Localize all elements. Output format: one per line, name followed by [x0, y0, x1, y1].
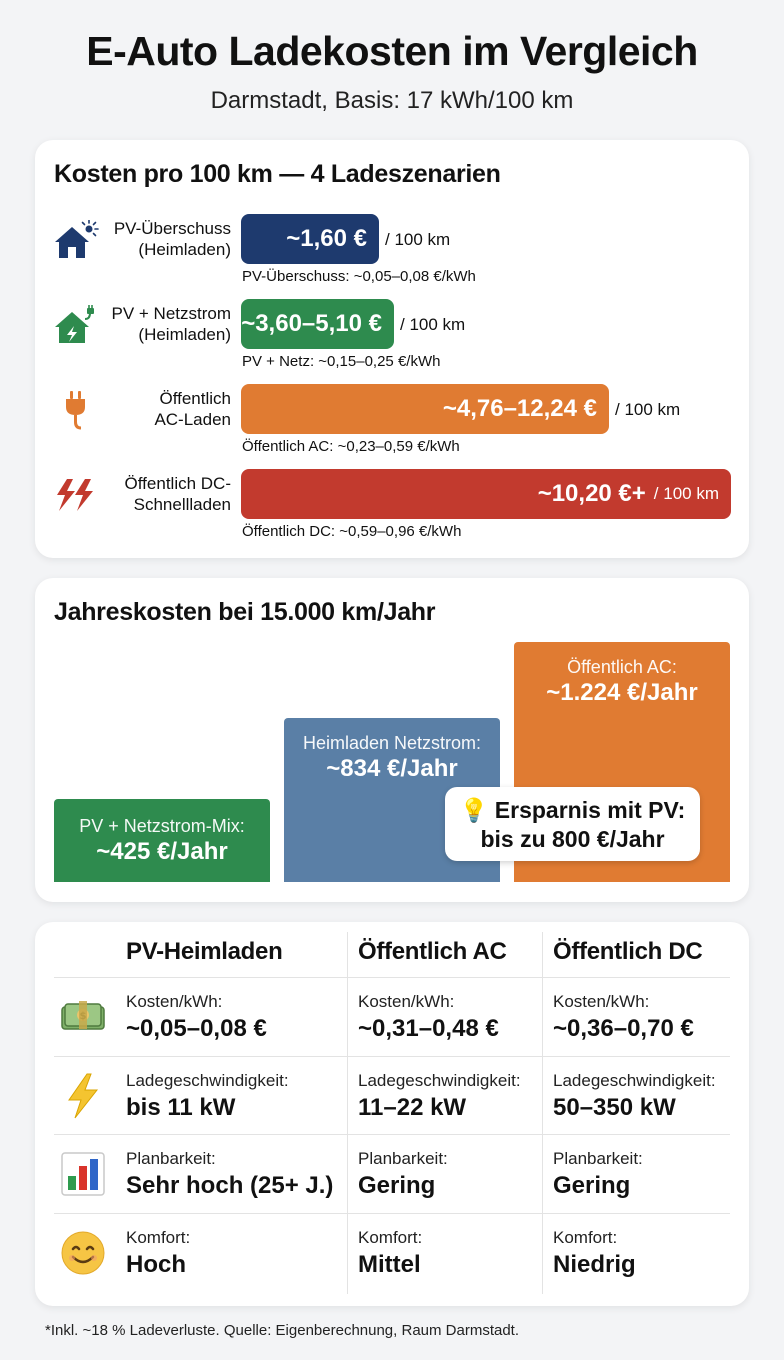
table-column-divider — [347, 932, 348, 1294]
table-column-divider — [542, 932, 543, 1294]
table-cell-value: ~0,05–0,08 € — [126, 1015, 267, 1042]
scenario-label-line2: Schnellladen — [133, 495, 231, 514]
double-lightning-icon — [53, 475, 99, 515]
scenario-row — [35, 384, 749, 468]
table-cell-label: Komfort: — [126, 1228, 191, 1247]
table-cell-label: Kosten/kWh: — [358, 992, 455, 1011]
scenario-bar — [241, 384, 609, 434]
table-cell-value: 11–22 kW — [358, 1094, 467, 1121]
scenario-label — [111, 303, 231, 345]
annual-bar-category: Öffentlich AC: — [567, 657, 677, 677]
house-plug-icon — [53, 305, 99, 345]
scenario-unit: / 100 km — [615, 400, 681, 419]
scenario-label-line2: AC-Laden — [154, 410, 231, 429]
money-icon — [59, 993, 107, 1041]
page-subtitle: Darmstadt, Basis: 17 kWh/100 km — [210, 87, 574, 114]
scenario-unit: / 100 km — [653, 484, 719, 503]
scenario-value: ~1,60 € — [286, 225, 367, 252]
table-cell — [358, 991, 499, 1045]
annual-bar — [54, 799, 270, 882]
scenario-label-line1: Öffentlich — [159, 389, 231, 408]
table-row-divider — [54, 977, 730, 978]
table-cell-label: Planbarkeit: — [358, 1149, 448, 1168]
house-plug-icon — [53, 305, 99, 345]
savings-callout-line1: 💡 Ersparnis mit PV: — [459, 797, 686, 823]
scenario-row — [35, 469, 749, 553]
scenario-bar — [241, 469, 731, 519]
table-cell-label: Planbarkeit: — [126, 1149, 216, 1168]
scenario-value: ~10,20 €+ — [537, 480, 646, 507]
scenario-value: ~3,60–5,10 € — [241, 310, 382, 337]
scenario-bar — [241, 214, 379, 264]
scenario-label-line1: PV + Netzstrom — [111, 304, 231, 323]
table-cell-label: Komfort: — [358, 1228, 423, 1247]
table-column-header: Öffentlich AC — [358, 938, 507, 965]
table-cell-label: Planbarkeit: — [553, 1149, 643, 1168]
table-cell-label: Ladegeschwindigkeit: — [358, 1071, 521, 1090]
annual-bar-category: PV + Netzstrom-Mix: — [79, 816, 245, 836]
comparison-table-card — [35, 922, 749, 1306]
table-cell — [358, 1070, 521, 1124]
house-sun-icon — [53, 220, 99, 260]
annual-chart-title: Jahreskosten bei 15.000 km/Jahr — [54, 598, 436, 626]
bar-chart-icon — [59, 1150, 107, 1198]
scenario-row — [35, 214, 749, 298]
cost-per-100km-card — [35, 140, 749, 558]
table-cell-value: Niedrig — [553, 1251, 636, 1278]
annual-bar-value: ~425 €/Jahr — [96, 838, 228, 865]
table-row-divider — [54, 1213, 730, 1214]
double-lightning-icon — [53, 475, 99, 515]
table-cell-value: ~0,31–0,48 € — [358, 1015, 499, 1042]
table-cell — [358, 1148, 448, 1202]
table-cell-value: Hoch — [126, 1251, 186, 1278]
annual-cost-card — [35, 578, 749, 902]
annual-bar-category: Heimladen Netzstrom: — [302, 733, 482, 753]
scenario-price-note: Öffentlich DC: ~0,59–0,96 €/kWh — [242, 523, 462, 540]
footnote: *Inkl. ~18 % Ladeverluste. Quelle: Eigenberechnung, Raum Darmstadt. — [45, 1322, 520, 1339]
table-cell-value: Gering — [553, 1172, 631, 1199]
table-cell-label: Kosten/kWh: — [553, 992, 650, 1011]
plug-icon — [53, 390, 99, 430]
scenario-unit: / 100 km — [400, 315, 466, 334]
scenario-label — [114, 218, 231, 260]
scenario-price-note: PV + Netz: ~0,15–0,25 €/kWh — [242, 353, 441, 370]
table-cell — [126, 1070, 289, 1124]
scenario-label — [154, 388, 231, 430]
scenario-label-line2: (Heimladen) — [138, 325, 231, 344]
lightning-icon — [59, 1072, 107, 1120]
table-cell-label: Ladegeschwindigkeit: — [126, 1071, 289, 1090]
table-cell — [553, 1227, 636, 1281]
table-cell — [126, 991, 267, 1045]
table-cell-value: Sehr hoch (25+ J.) — [126, 1172, 334, 1199]
scenario-price-note: Öffentlich AC: ~0,23–0,59 €/kWh — [242, 438, 460, 455]
scenario-label-line1: PV-Überschuss — [113, 219, 231, 238]
scenario-label — [125, 473, 231, 515]
scenario-row — [35, 299, 749, 383]
scenario-price-note: PV-Überschuss: ~0,05–0,08 €/kWh — [242, 268, 476, 285]
savings-callout-line2: bis zu 800 €/Jahr — [480, 826, 665, 852]
scenario-bar — [241, 299, 394, 349]
cost-chart-title: Kosten pro 100 km — 4 Ladeszenarien — [54, 160, 501, 188]
table-cell — [126, 1227, 190, 1281]
table-cell-value: Mittel — [358, 1251, 421, 1278]
table-column-header: Öffentlich DC — [553, 938, 703, 965]
table-column-header: PV-Heimladen — [126, 938, 283, 965]
table-cell-value: ~0,36–0,70 € — [553, 1015, 694, 1042]
plug-icon — [53, 390, 99, 430]
table-row-divider — [54, 1056, 730, 1057]
table-cell — [553, 991, 694, 1045]
scenario-value: ~4,76–12,24 € — [442, 395, 597, 422]
table-cell — [553, 1070, 716, 1124]
page-title: E-Auto Ladekosten im Vergleich — [86, 28, 698, 74]
table-cell — [126, 1148, 333, 1202]
house-sun-icon — [53, 220, 99, 260]
annual-bar-value: ~834 €/Jahr — [326, 755, 458, 782]
savings-callout — [445, 787, 700, 861]
table-row-divider — [54, 1134, 730, 1135]
table-cell-value: Gering — [358, 1172, 436, 1199]
table-cell-value: bis 11 kW — [126, 1094, 236, 1121]
table-cell-label: Komfort: — [553, 1228, 618, 1247]
table-cell-label: Ladegeschwindigkeit: — [553, 1071, 716, 1090]
scenario-label-line1: Öffentlich DC- — [124, 474, 231, 493]
table-cell-value: 50–350 kW — [553, 1094, 676, 1121]
table-cell-label: Kosten/kWh: — [126, 992, 223, 1011]
table-cell — [358, 1227, 422, 1281]
scenario-label-line2: (Heimladen) — [138, 240, 231, 259]
smiley-icon — [59, 1229, 107, 1277]
annual-bar-value: ~1.224 €/Jahr — [546, 679, 698, 706]
table-cell — [553, 1148, 643, 1202]
scenario-unit: / 100 km — [385, 230, 451, 249]
